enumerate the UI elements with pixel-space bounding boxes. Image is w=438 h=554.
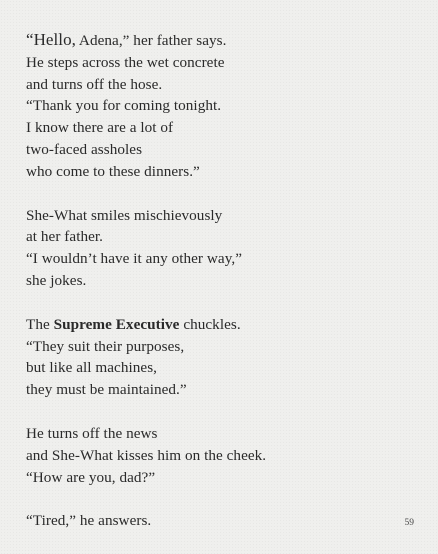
poem-line: “Tired,” he answers. [26,512,152,530]
line-prefix: The [26,315,54,333]
poem-line: they must be maintained.” [26,381,187,399]
poem-line: but like all machines, [26,359,158,377]
stanza-2 [26,205,416,292]
poem-line: who come to these dinners.” [26,162,200,180]
page-number: 59 [404,518,414,528]
poem-line: He steps across the wet concrete [26,53,225,71]
stanza-1 [26,29,416,183]
stanza-4 [26,423,416,488]
poem-line: She-What smiles mischievously [26,206,223,224]
poem-line: and turns off the hose. [26,75,163,93]
poem-line: He turns off the news [26,424,158,442]
greeting-rest: Adena,” her father says. [75,32,227,49]
poem-line: I know there are a lot of [26,119,174,137]
poem-line: “Thank you for coming tonight. [26,97,222,115]
stanza-5 [26,510,416,532]
line-suffix: chuckles. [179,315,241,333]
poem-line: she jokes. [26,271,87,289]
title-emphasis: Supreme Executive [53,315,180,333]
stanza-3 [26,314,416,401]
poem-line: “How are you, dad?” [26,468,156,486]
poem-page [26,29,416,554]
poem-line: “I wouldn’t have it any other way,” [26,250,242,268]
poem-line: and She-What kisses him on the cheek. [26,446,267,464]
greeting-word: “Hello, [26,30,76,49]
poem-line [26,314,416,336]
poem-line [26,29,416,52]
poem-line: at her father. [26,228,104,246]
poem-line: “They suit their purposes, [26,337,185,355]
poem-line: two-faced assholes [26,140,143,158]
